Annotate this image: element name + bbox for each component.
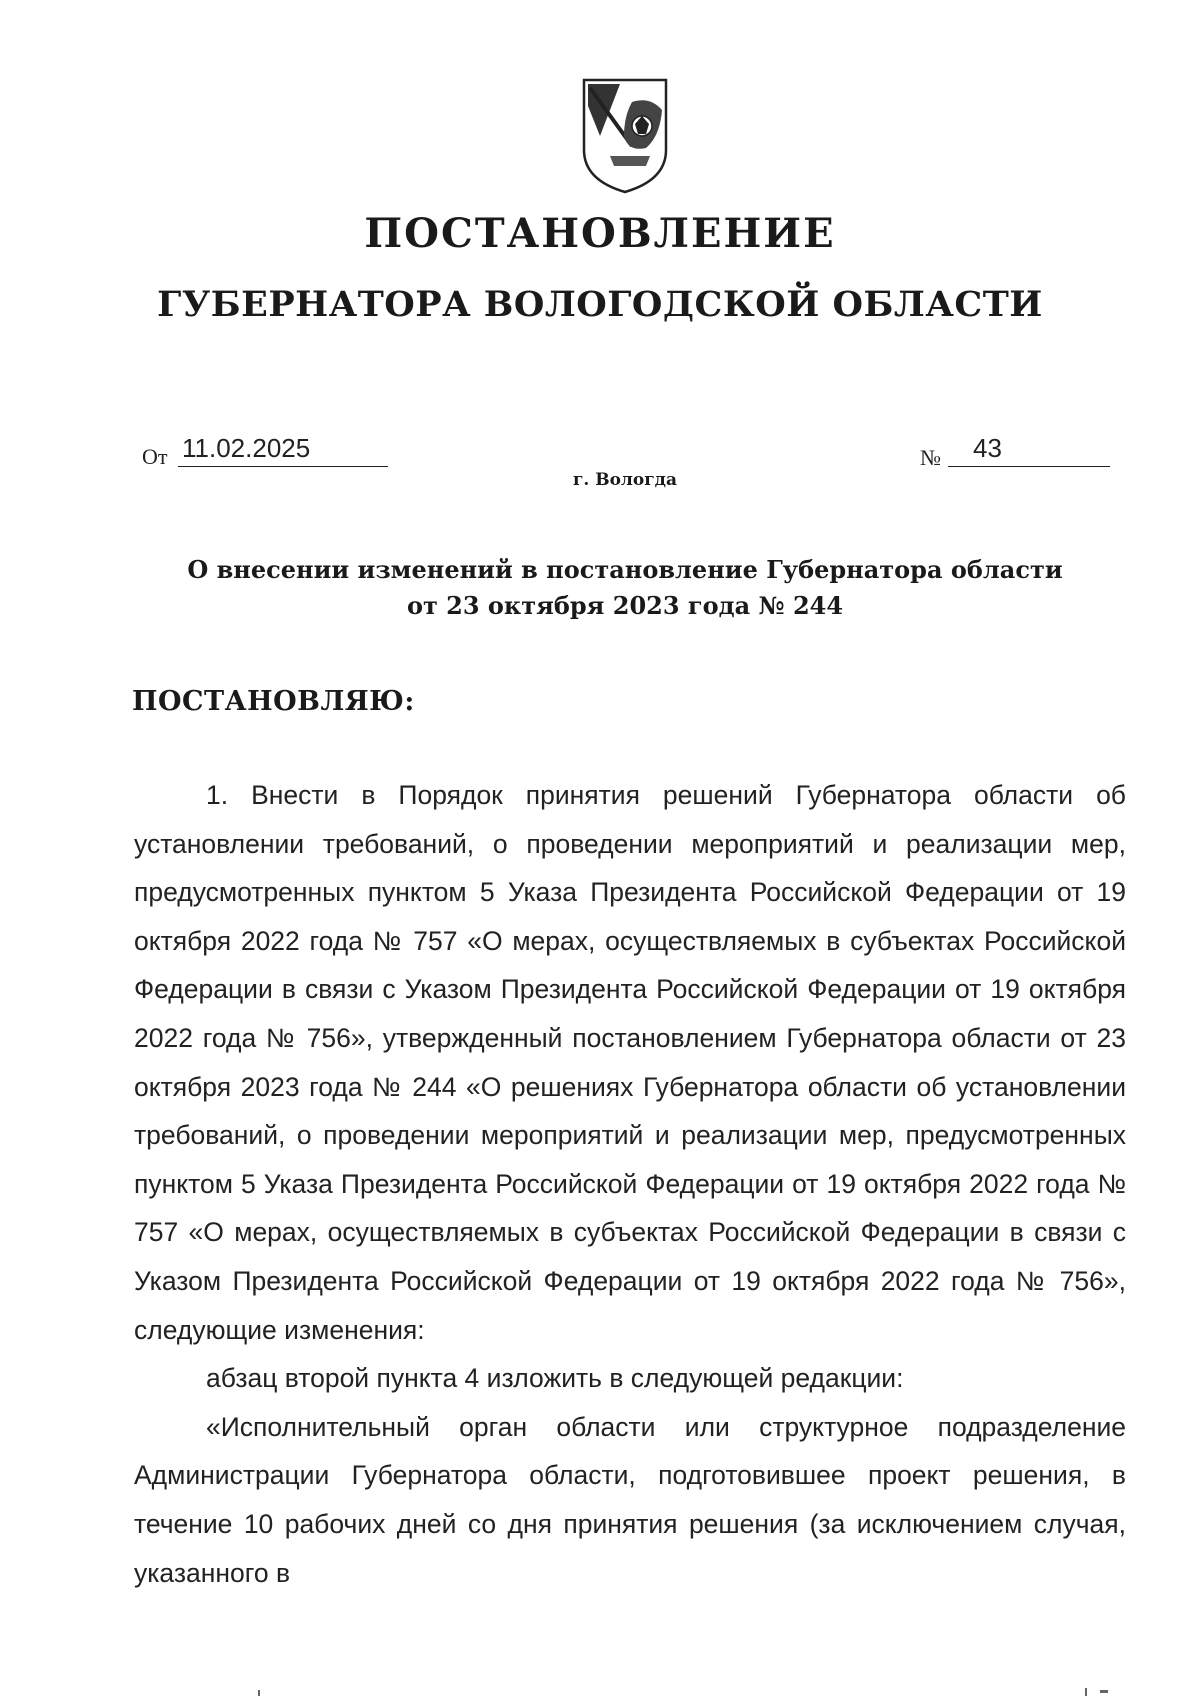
scan-artifact xyxy=(1100,1690,1108,1693)
document-body xyxy=(134,771,1126,1597)
scan-artifact xyxy=(258,1690,260,1696)
number-label: № xyxy=(920,445,941,470)
date-label: От xyxy=(142,444,168,469)
coat-of-arms-icon xyxy=(580,76,670,194)
scan-artifact xyxy=(1085,1688,1087,1696)
document-date: 11.02.2025 xyxy=(178,433,388,467)
decree-word: ПОСТАНОВЛЯЮ: xyxy=(132,686,415,717)
subject-line-1: О внесении изменений в постановление Губернатора области xyxy=(187,555,1063,584)
document-title: ПОСТАНОВЛЕНИЕ xyxy=(364,210,836,257)
document-number: 43 xyxy=(948,433,1110,467)
document-city: г. Вологда xyxy=(572,470,678,490)
subject-line-2: от 23 октября 2023 года № 244 xyxy=(406,591,844,620)
paragraph-2: абзац второй пункта 4 изложить в следующей редакции: xyxy=(206,1363,904,1394)
paragraph-3: «Исполнительный орган области или структурное подразделение Администрации Губернатора области, подготовившее проект решения, в течение 10 рабочих дней со дня принятия решения (за исключением случая, указанного в xyxy=(134,1411,1126,1588)
paragraph-1: 1. Внести в Порядок принятия решений Губернатора области об установлении требований, о проведении мероприятий и реализации мер, предусмотренных пунктом 5 Указа Президента Российской Федерации от 19 октября 2022 года № 757 «О мерах, осуществляемых в субъектах Российской Федерации в связи с Указом Президента Российской Федерации от 19 октября 2022 года № 756», утвержденный постановлением Губернатора области от 23 октября 2023 года № 244 «О решениях Губернатора области об установлении требований, о проведении мероприятий и реализации мер, предусмотренных пунктом 5 Указа Президента Российской Федерации от 19 октября 2022 года № 757 «О мерах, осуществляемых в субъектах Российской Федерации в связи с Указом Президента Российской Федерации от 19 октября 2022 года № 756», следующие изменения: xyxy=(134,780,1126,1345)
document-issuer: ГУБЕРНАТОРА ВОЛОГОДСКОЙ ОБЛАСТИ xyxy=(157,284,1043,325)
document-subject xyxy=(0,552,1200,624)
